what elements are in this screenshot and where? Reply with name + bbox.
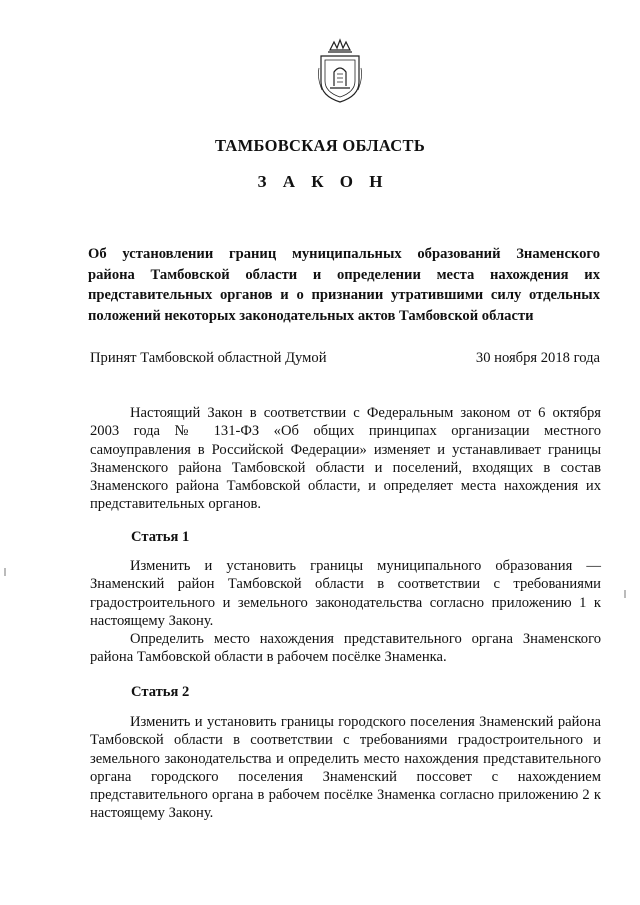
preamble-paragraph: Настоящий Закон в соответствии с Федеральным законом от 6 октября 2003 года № 131-ФЗ «Об общих принципах организации местного самоуправления в Российской Федерации» изменяет и устанавливает границы Знаменского района Тамбовской области и поселений, входящих в состав Знаменского района Тамбовской области, и определяет места нахождения их представительных органов.	[90, 405, 601, 513]
article-paragraph: Изменить и установить границы муниципального образования — Знаменский район Тамбовской области в соответствии с требованиями градостроительного и земельного законодательства согласно приложению 1 к настоящему Закону.	[90, 558, 601, 629]
scan-mark	[4, 568, 6, 576]
region-title: ТАМБОВСКАЯ ОБЛАСТЬ	[214, 136, 426, 155]
subject-line: Об установлении границ муниципальных образований Знаменского	[88, 246, 600, 262]
article-heading: Статья 1	[131, 529, 190, 545]
document-type-title: З А К О Н	[257, 172, 389, 191]
adopted-by: Принят Тамбовской областной Думой	[90, 350, 327, 366]
article-paragraph: Определить место нахождения представительного органа Знаменского района Тамбовской области в рабочем посёлке Знаменка.	[90, 631, 601, 666]
law-subject	[88, 244, 600, 326]
article-heading: Статья 2	[131, 684, 190, 700]
article-paragraph: Изменить и установить границы городского поселения Знаменский района Тамбовской области в соответствии с требованиями градостроительного и земельного законодательства и определить место нахождения представительного органа городского поселения Знаменский поссовет с нахождением представительного органа в рабочем посёлке Знаменка согласно приложению 2 к настоящему Закону.	[90, 714, 601, 822]
tambov-coat-of-arms-icon	[316, 38, 364, 106]
subject-line: представительных органов и о признании утратившими силу отдельных	[88, 287, 600, 303]
subject-line: района Тамбовской области и определении места нахождения их	[88, 266, 600, 283]
scan-mark	[624, 590, 626, 598]
adoption-date: 30 ноября 2018 года	[475, 350, 600, 366]
subject-line: положений некоторых законодательных актов Тамбовской области	[88, 307, 534, 324]
